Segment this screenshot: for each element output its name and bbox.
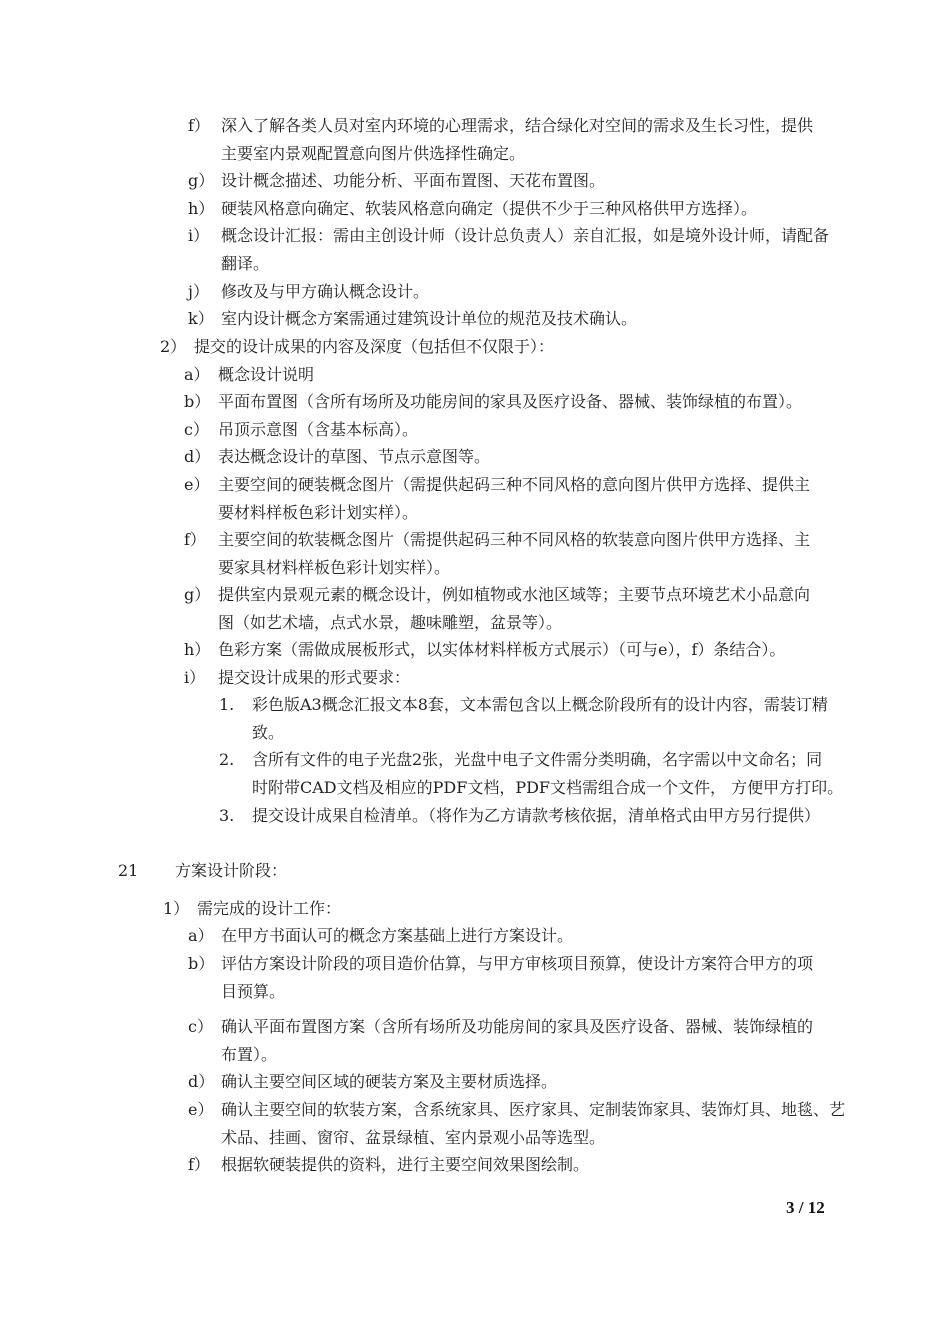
list-item-line: 含所有文件的电子光盘2张，光盘中电子文件需分类明确，名字需以中文命名；同 — [252, 750, 823, 769]
list-marker: j） — [188, 282, 209, 301]
list-marker: i） — [188, 226, 210, 245]
list-item-line: 翻译。 — [221, 253, 270, 273]
list-marker: b） — [184, 392, 211, 411]
list-marker: d） — [188, 1072, 215, 1091]
list-item-line: 平面布置图（含所有场所及功能房间的家具及医疗设备、器械、装饰绿植的布置）。 — [218, 392, 803, 411]
list-item-line: 彩色版A3概念汇报文本8套，文本需包含以上概念阶段所有的设计内容，需装订精 — [252, 695, 828, 714]
section-marker: 2） — [160, 337, 187, 356]
number-marker: 3. — [219, 806, 235, 825]
page-number: 3 / 12 — [786, 1198, 825, 1217]
section-heading-text: 提交的设计成果的内容及深度（包括但不仅限于）： — [194, 337, 555, 356]
list-item-line: 目预算。 — [221, 981, 286, 1001]
list-marker: d） — [184, 447, 211, 466]
list-item-line: 吊顶示意图（含基本标高）。 — [218, 420, 419, 439]
list-marker: f） — [184, 530, 206, 549]
list-marker: a） — [188, 926, 214, 945]
list-item-line: 术品、挂画、窗帘、盆景绿植、室内景观小品等选型。 — [221, 1127, 606, 1147]
stage-heading-text: 方案设计阶段： — [175, 861, 288, 880]
list-item-line: 图（如艺术墙，点式水景，趣味雕塑，盆景等）。 — [218, 612, 563, 632]
list-item-line: 硬装风格意向确定、软装风格意向确定（提供不少于三种风格供甲方选择）。 — [221, 199, 758, 218]
list-marker: c） — [184, 420, 209, 439]
list-item-line: 评估方案设计阶段的项目造价估算，与甲方审核项目预算，使设计方案符合甲方的项 — [221, 954, 814, 973]
list-item-line: 表达概念设计的草图、节点示意图等。 — [218, 447, 491, 466]
list-marker: g） — [184, 585, 211, 604]
section-heading-text: 需完成的设计工作： — [197, 899, 342, 918]
list-item-line: 要材料样板色彩计划实样）。 — [218, 502, 419, 522]
list-item-line: 确认主要空间的软装方案，含系统家具、医疗家具、定制装饰家具、装饰灯具、地毯、艺 — [221, 1100, 846, 1119]
list-item-line: 深入了解各类人员对室内环境的心理需求，结合绿化对空间的需求及生长习性，提供 — [221, 116, 814, 135]
list-item-line: 主要空间的软装概念图片（需提供起码三种不同风格的软装意向图片供甲方选择、主 — [218, 530, 811, 549]
number-marker: 1. — [219, 695, 235, 714]
list-item-line: 色彩方案（需做成展板形式，以实体材料样板方式展示）（可与e），f）条结合）。 — [218, 640, 786, 659]
number-marker: 2. — [219, 750, 235, 769]
list-item-line: 时附带CAD文档及相应的PDF文档，PDF文档需组合成一个文件， 方便甲方打印。 — [252, 777, 844, 797]
list-item-line: 确认平面布置图方案（含所有场所及功能房间的家具及医疗设备、器械、装饰绿植的 — [221, 1017, 814, 1036]
list-marker: b） — [188, 954, 215, 973]
list-item-line: 概念设计汇报：需由主创设计师（设计总负责人）亲自汇报，如是境外设计师，请配备 — [221, 226, 830, 245]
list-marker: h） — [188, 199, 215, 218]
list-item-line: 布置）。 — [221, 1044, 278, 1064]
list-item-line: 提交设计成果自检清单。（将作为乙方请款考核依据，清单格式由甲方另行提供） — [252, 806, 821, 825]
list-item-line: 提交设计成果的形式要求： — [218, 668, 411, 687]
list-item-line: 根据软硬装提供的资料，进行主要空间效果图绘制。 — [221, 1155, 590, 1174]
list-marker: e） — [184, 475, 210, 494]
stage-number: 21 — [118, 861, 139, 880]
list-marker: c） — [188, 1017, 213, 1036]
list-item-line: 主要室内景观配置意向图片供选择性确定。 — [221, 143, 526, 163]
list-marker: k） — [188, 309, 214, 328]
list-marker: f） — [188, 1155, 210, 1174]
list-marker: a） — [184, 365, 210, 384]
list-marker: h） — [184, 640, 211, 659]
list-marker: g） — [188, 171, 215, 190]
list-item-line: 室内设计概念方案需通过建筑设计单位的规范及技术确认。 — [221, 309, 638, 328]
list-item-line: 主要空间的硬装概念图片（需提供起码三种不同风格的意向图片供甲方选择、提供主 — [218, 475, 811, 494]
list-marker: i） — [184, 668, 206, 687]
section-marker: 1） — [163, 899, 190, 918]
list-marker: f） — [188, 116, 210, 135]
list-item-line: 概念设计说明 — [218, 365, 315, 384]
list-item-line: 修改及与甲方确认概念设计。 — [221, 282, 430, 301]
list-item-line: 确认主要空间区域的硬装方案及主要材质选择。 — [221, 1072, 558, 1091]
list-item-line: 要家具材料样板色彩计划实样）。 — [218, 557, 451, 577]
list-marker: e） — [188, 1100, 214, 1119]
list-item-line: 提供室内景观元素的概念设计，例如植物或水池区域等；主要节点环境艺术小品意向 — [218, 585, 811, 604]
list-item-line: 致。 — [252, 722, 285, 742]
list-item-line: 在甲方书面认可的概念方案基础上进行方案设计。 — [221, 926, 574, 945]
list-item-line: 设计概念描述、功能分析、平面布置图、天花布置图。 — [221, 171, 606, 190]
